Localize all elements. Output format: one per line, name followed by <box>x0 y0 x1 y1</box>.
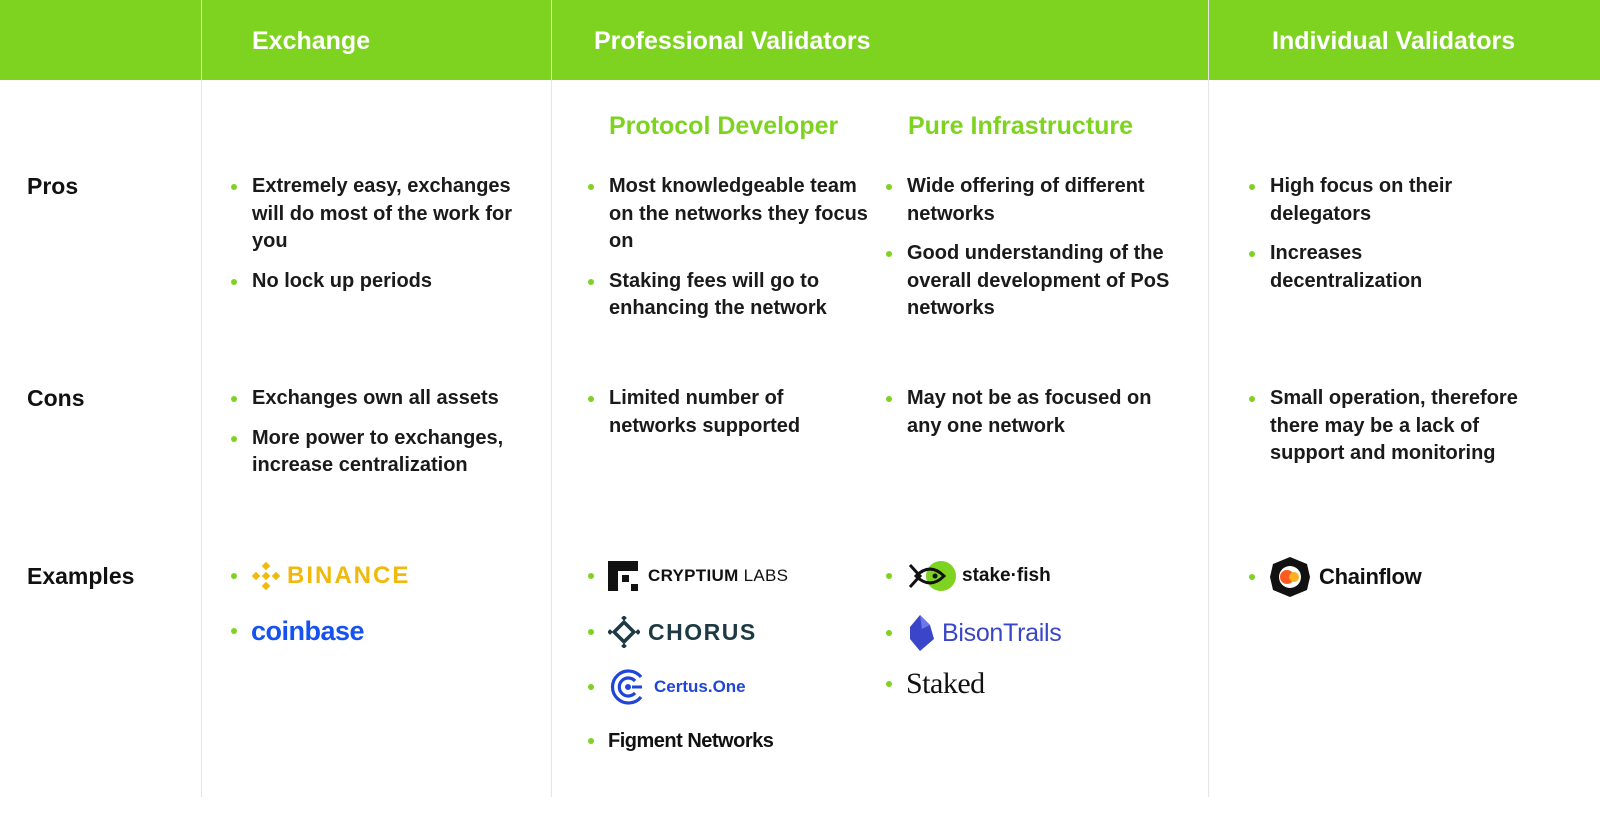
subheader-pure-infrastructure: Pure Infrastructure <box>908 112 1134 140</box>
list-item <box>231 385 531 413</box>
list-item <box>588 268 868 323</box>
column-divider <box>201 0 202 797</box>
cons-protocol-developer-list <box>588 385 848 452</box>
figment-networks-wordmark: Figment Networks <box>608 729 774 752</box>
bisontrails-wordmark: BisonTrails <box>942 618 1062 647</box>
list-item-text: Small operation, therefore there may be a lack of support and monitoring <box>1270 387 1518 464</box>
list-item <box>886 385 1156 440</box>
list-item-text: High focus on their delegators <box>1270 175 1453 225</box>
list-item-text: Extremely easy, exchanges will do most of the work for you <box>252 175 512 252</box>
chainflow-wordmark: Chainflow <box>1319 564 1422 589</box>
pros-pure-infrastructure-list <box>886 173 1176 335</box>
list-item-text: Limited number of networks supported <box>609 387 801 437</box>
bullet-dot <box>588 279 594 285</box>
example-certus-one <box>588 667 746 707</box>
example-coinbase <box>231 611 364 651</box>
row-label-cons: Cons <box>27 385 85 411</box>
bullet-dot <box>231 396 237 402</box>
stakefish-logo <box>906 560 1051 592</box>
staked-wordmark: Staked <box>906 667 985 700</box>
cryptium-labs-wordmark <box>648 566 788 586</box>
figment-networks-logo <box>608 730 773 753</box>
certus-one-wordmark: Certus.One <box>654 677 746 696</box>
chorus-wordmark: CHORUS <box>648 618 757 645</box>
bullet-dot <box>1249 251 1255 257</box>
list-item <box>886 240 1176 323</box>
bullet-dot <box>886 681 892 687</box>
list-item <box>231 268 521 296</box>
column-divider <box>551 0 552 797</box>
bullet-dot <box>588 573 594 579</box>
bullet-dot <box>1249 184 1255 190</box>
list-item <box>1249 240 1519 295</box>
binance-diamond-icon <box>251 561 281 591</box>
bullet-dot <box>886 251 892 257</box>
list-item <box>231 173 521 256</box>
cons-exchange-list <box>231 385 531 492</box>
cryptium-labs-icon <box>608 561 638 591</box>
coinbase-wordmark: coinbase <box>251 615 365 646</box>
example-stakefish <box>886 556 1051 596</box>
pros-protocol-developer-list <box>588 173 868 335</box>
cons-pure-infrastructure-list <box>886 385 1156 452</box>
bullet-dot <box>231 573 237 579</box>
bullet-dot <box>588 629 594 635</box>
list-item-text: Exchanges own all assets <box>252 387 499 409</box>
list-item-text: Most knowledgeable team on the networks they focus on <box>609 175 868 252</box>
example-chainflow <box>1249 557 1421 597</box>
list-item-text: Staking fees will go to enhancing the network <box>609 269 827 319</box>
bullet-dot <box>231 184 237 190</box>
cons-individual-list <box>1249 385 1519 480</box>
column-divider <box>1208 0 1209 797</box>
example-cryptium-labs <box>588 556 788 596</box>
bullet-dot <box>886 573 892 579</box>
cryptium-light-text: LABS <box>738 566 789 585</box>
stakefish-fish-icon <box>906 560 958 592</box>
example-chorus <box>588 612 757 652</box>
pros-individual-list <box>1249 173 1519 307</box>
list-item <box>231 425 531 480</box>
example-figment-networks <box>588 721 773 761</box>
example-binance <box>231 556 410 596</box>
chorus-diamond-icon <box>608 616 640 648</box>
bullet-dot <box>588 738 594 744</box>
stakefish-wordmark: stake·fish <box>962 565 1051 586</box>
example-staked <box>886 664 985 704</box>
staked-logo <box>906 667 985 701</box>
binance-wordmark: BINANCE <box>287 562 411 589</box>
bullet-dot <box>231 436 237 442</box>
list-item <box>588 385 848 440</box>
coinbase-logo <box>251 616 364 647</box>
header-exchange: Exchange <box>252 27 371 55</box>
list-item-text: Good understanding of the overall development of PoS networks <box>907 242 1170 319</box>
cryptium-bold-text: CRYPTIUM <box>648 566 739 585</box>
header-individual-validators: Individual Validators <box>1272 27 1516 55</box>
list-item-text: More power to exchanges, increase centralization <box>252 426 504 476</box>
bullet-dot <box>1249 574 1255 580</box>
header-professional-validators: Professional Validators <box>594 27 871 55</box>
bisontrails-logo <box>906 615 1061 651</box>
example-bisontrails <box>886 613 1061 653</box>
list-item-text: May not be as focused on any one network <box>907 387 1152 437</box>
list-item <box>1249 173 1519 228</box>
row-label-examples: Examples <box>27 563 135 589</box>
bullet-dot <box>886 630 892 636</box>
chainflow-icon <box>1269 556 1311 598</box>
list-item <box>588 173 868 256</box>
bullet-dot <box>588 396 594 402</box>
row-label-pros: Pros <box>27 173 79 199</box>
bullet-dot <box>886 396 892 402</box>
list-item <box>1249 385 1519 468</box>
certus-one-icon <box>608 667 648 707</box>
chorus-logo <box>608 616 757 648</box>
bisontrails-icon <box>906 615 936 651</box>
list-item-text: Wide offering of different networks <box>907 175 1145 225</box>
list-item <box>886 173 1176 228</box>
bullet-dot <box>588 684 594 690</box>
certus-one-logo <box>608 667 746 707</box>
pros-exchange-list <box>231 173 521 307</box>
list-item-text: Increases decentralization <box>1270 242 1423 292</box>
bullet-dot <box>231 628 237 634</box>
binance-logo <box>251 561 410 591</box>
list-item-text: No lock up periods <box>252 269 433 292</box>
bullet-dot <box>886 184 892 190</box>
chainflow-logo <box>1269 556 1421 598</box>
bullet-dot <box>1249 396 1255 402</box>
bullet-dot <box>231 279 237 285</box>
bullet-dot <box>588 184 594 190</box>
cryptium-labs-logo <box>608 561 788 591</box>
subheader-protocol-developer: Protocol Developer <box>609 112 839 140</box>
